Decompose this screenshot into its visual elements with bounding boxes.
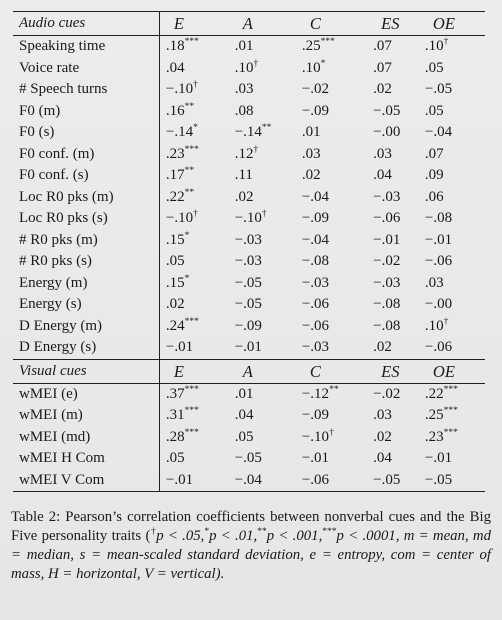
table-cell xyxy=(419,122,485,144)
correlation-table xyxy=(13,11,485,492)
table-cell xyxy=(296,187,367,209)
table-cell xyxy=(367,144,419,166)
cell-value: −.06 xyxy=(424,339,453,355)
row-label: F0 conf. (m) xyxy=(13,144,159,166)
row-label: # R0 pks (m) xyxy=(13,230,159,252)
cell-value: .15 xyxy=(165,274,185,291)
table-cell xyxy=(159,337,228,359)
caption-sup-1: † xyxy=(150,527,157,537)
cell-value: −.05 xyxy=(234,296,262,312)
cell-value: .10 xyxy=(301,59,321,76)
table-row xyxy=(13,58,485,80)
cell-value: .02 xyxy=(234,188,254,205)
cell-significance: * xyxy=(320,58,326,69)
table-cell xyxy=(419,187,485,209)
visual_header-col-3: ES xyxy=(367,359,419,383)
table-cell xyxy=(367,448,419,470)
cell-value: −.10 xyxy=(234,210,262,226)
row-label: D Energy (s) xyxy=(13,337,159,359)
table-cell xyxy=(296,273,367,295)
visual_header-col-0: E xyxy=(159,359,228,383)
table-cell xyxy=(159,470,228,492)
table-row xyxy=(13,79,485,101)
table-cell xyxy=(229,427,296,449)
cell-significance: *** xyxy=(184,384,199,395)
cell-value: −.08 xyxy=(373,296,401,312)
cell-value: .15 xyxy=(165,231,185,248)
cell-significance: † xyxy=(443,37,449,47)
cell-significance: *** xyxy=(184,144,199,155)
table-cell xyxy=(229,230,296,252)
table-cell xyxy=(367,36,419,58)
cell-significance: *** xyxy=(184,427,199,438)
table-cell xyxy=(296,251,367,273)
cell-value: −.08 xyxy=(424,210,453,226)
table-row xyxy=(13,122,485,144)
table-cell xyxy=(229,79,296,101)
cell-significance: * xyxy=(184,273,190,284)
table-cell xyxy=(419,316,485,338)
cell-value: .05 xyxy=(165,450,185,466)
table-cell xyxy=(419,337,485,359)
row-label: wMEI (m) xyxy=(13,405,159,427)
cell-value: .18 xyxy=(165,38,185,54)
table-cell xyxy=(296,294,367,316)
row-label: wMEI V Com xyxy=(13,470,159,492)
cell-significance: *** xyxy=(443,427,458,438)
table-cell xyxy=(367,58,419,80)
row-label: F0 (m) xyxy=(13,101,159,123)
table-cell xyxy=(296,144,367,166)
cell-value: .24 xyxy=(165,317,185,334)
table-cell xyxy=(419,165,485,187)
table-cell xyxy=(159,144,228,166)
table-cell xyxy=(229,470,296,492)
cell-value: .25 xyxy=(301,38,321,54)
cell-significance: ** xyxy=(261,123,272,133)
cell-value: −.05 xyxy=(424,81,453,97)
cell-value: −.01 xyxy=(424,450,453,466)
cell-value: −.08 xyxy=(301,253,330,269)
table-cell xyxy=(419,294,485,316)
cell-significance: † xyxy=(329,427,334,438)
table-cell xyxy=(419,208,485,230)
table-row xyxy=(13,470,485,492)
table-cell xyxy=(296,79,367,101)
table-cell xyxy=(419,427,485,449)
correlation-table-body xyxy=(13,12,485,492)
visual_header-col-4: OE xyxy=(419,359,485,383)
table-cell xyxy=(159,36,228,58)
audio_header-col-0: E xyxy=(159,12,228,36)
cell-value: .03 xyxy=(373,407,392,423)
cell-value: −.14 xyxy=(234,124,262,140)
cell-value: .02 xyxy=(373,339,392,355)
cell-value: .05 xyxy=(424,59,444,76)
cell-significance: ** xyxy=(184,187,195,198)
cell-value: .03 xyxy=(424,274,444,291)
cell-significance: *** xyxy=(320,37,335,47)
cell-significance: † xyxy=(261,209,267,219)
table-cell xyxy=(229,405,296,427)
cell-significance: † xyxy=(193,209,198,219)
cell-significance: *** xyxy=(184,37,199,47)
table-cell xyxy=(419,101,485,123)
cell-value: .05 xyxy=(424,102,444,119)
table-row xyxy=(13,165,485,187)
table-cell xyxy=(296,208,367,230)
cell-value: −.12 xyxy=(301,385,330,402)
cell-value: −.09 xyxy=(301,407,330,423)
cell-value: .05 xyxy=(165,253,185,269)
table-cell xyxy=(159,316,228,338)
cell-value: −.08 xyxy=(373,317,401,334)
table-cell xyxy=(159,165,228,187)
row-label: wMEI (md) xyxy=(13,427,159,449)
table-row xyxy=(13,448,485,470)
table-cell xyxy=(367,383,419,405)
table-row xyxy=(13,36,485,58)
cell-value: .37 xyxy=(165,385,185,402)
cell-significance: * xyxy=(184,230,190,241)
audio_header-col-3: ES xyxy=(367,12,419,36)
cell-value: −.10 xyxy=(165,210,194,226)
table-row xyxy=(13,337,485,359)
caption-sup-3: ** xyxy=(257,527,267,537)
audio_header-col-1: A xyxy=(229,12,296,36)
table-cell xyxy=(229,251,296,273)
cell-value: .08 xyxy=(234,102,254,119)
table-cell xyxy=(419,36,485,58)
cell-value: −.03 xyxy=(234,231,262,248)
row-label: Voice rate xyxy=(13,58,159,80)
audio_header-col-2: C xyxy=(296,12,367,36)
table-cell xyxy=(229,36,296,58)
row-label: F0 conf. (s) xyxy=(13,165,159,187)
audio_header-col-4: OE xyxy=(419,12,485,36)
cell-value: −.04 xyxy=(301,188,330,205)
cell-value: −.01 xyxy=(301,450,330,466)
table-cell xyxy=(229,294,296,316)
table-row xyxy=(13,251,485,273)
cell-value: −.05 xyxy=(424,471,453,488)
table-row xyxy=(13,427,485,449)
table-row xyxy=(13,273,485,295)
cell-value: .03 xyxy=(301,145,321,162)
cell-value: −.03 xyxy=(234,253,262,269)
audio_header-row xyxy=(13,12,485,36)
cell-value: −.10 xyxy=(301,428,330,445)
cell-value: −.04 xyxy=(234,471,262,488)
table-cell xyxy=(159,79,228,101)
visual_header-label: Visual cues xyxy=(13,359,159,383)
cell-value: .10 xyxy=(424,38,444,54)
caption-text-1: Table 2: Pearson’s correlation coefficients between nonverbal cues and the Big Five personality traits ( xyxy=(11,509,491,544)
caption-sup-2: * xyxy=(204,527,210,537)
cell-value: −.02 xyxy=(373,385,401,402)
table-caption xyxy=(11,508,491,584)
cell-value: −.04 xyxy=(301,231,330,248)
table-cell xyxy=(367,294,419,316)
cell-value: .05 xyxy=(234,428,254,445)
table-cell xyxy=(229,383,296,405)
table-cell xyxy=(229,101,296,123)
table-cell xyxy=(419,79,485,101)
cell-value: .10 xyxy=(234,59,254,76)
row-label: D Energy (m) xyxy=(13,316,159,338)
table-cell xyxy=(367,101,419,123)
table-cell xyxy=(296,36,367,58)
visual_header-col-2: C xyxy=(296,359,367,383)
table-cell xyxy=(367,187,419,209)
cell-value: .25 xyxy=(424,407,444,423)
table-cell xyxy=(229,273,296,295)
cell-significance: *** xyxy=(184,316,199,327)
table-cell xyxy=(367,79,419,101)
table-row xyxy=(13,316,485,338)
correlation-table-grid xyxy=(13,11,485,492)
table-cell xyxy=(229,187,296,209)
row-label: F0 (s) xyxy=(13,122,159,144)
table-cell xyxy=(296,383,367,405)
cell-significance: ** xyxy=(329,384,339,395)
cell-value: −.06 xyxy=(373,210,401,226)
cell-value: −.03 xyxy=(373,188,401,205)
table-cell xyxy=(367,165,419,187)
table-cell xyxy=(159,383,228,405)
cell-value: .01 xyxy=(234,38,254,54)
table-cell xyxy=(229,208,296,230)
table-cell xyxy=(367,316,419,338)
row-label: wMEI (e) xyxy=(13,383,159,405)
cell-value: .01 xyxy=(301,124,321,140)
table-cell xyxy=(159,122,228,144)
cell-value: −.05 xyxy=(373,102,401,119)
table-row xyxy=(13,144,485,166)
cell-value: .22 xyxy=(424,385,444,402)
table-row xyxy=(13,208,485,230)
table-cell xyxy=(159,273,228,295)
cell-value: .09 xyxy=(424,167,444,183)
cell-value: .02 xyxy=(165,296,185,312)
table-cell xyxy=(296,405,367,427)
visual_header-col-1: A xyxy=(229,359,296,383)
cell-value: .17 xyxy=(165,167,185,183)
table-row xyxy=(13,230,485,252)
cell-value: −.02 xyxy=(301,81,330,97)
row-label: Speaking time xyxy=(13,36,159,58)
table-cell xyxy=(159,187,228,209)
table-cell xyxy=(229,122,296,144)
table-cell xyxy=(367,405,419,427)
table-cell xyxy=(296,58,367,80)
table-cell xyxy=(229,144,296,166)
table-cell xyxy=(367,230,419,252)
cell-value: −.09 xyxy=(301,102,330,119)
cell-significance: ** xyxy=(184,101,195,112)
table-cell xyxy=(159,448,228,470)
cell-value: .02 xyxy=(373,428,392,445)
cell-value: .11 xyxy=(234,167,253,183)
cell-value: .06 xyxy=(424,188,444,205)
table-cell xyxy=(419,251,485,273)
table-cell xyxy=(296,230,367,252)
cell-value: −.01 xyxy=(165,471,194,488)
table-cell xyxy=(229,448,296,470)
table-cell xyxy=(159,208,228,230)
cell-value: −.06 xyxy=(301,471,330,488)
row-label: Energy (m) xyxy=(13,273,159,295)
cell-value: .07 xyxy=(373,59,392,76)
caption-sup-4: *** xyxy=(322,527,337,537)
table-cell xyxy=(159,101,228,123)
cell-value: .07 xyxy=(373,38,392,54)
caption-text-2: p < .05, xyxy=(156,528,205,544)
table-cell xyxy=(296,101,367,123)
table-cell xyxy=(296,427,367,449)
table-cell xyxy=(159,251,228,273)
cell-value: −.01 xyxy=(373,231,401,248)
cell-value: −.14 xyxy=(165,124,194,140)
table-cell xyxy=(229,337,296,359)
table-row xyxy=(13,101,485,123)
table-cell xyxy=(159,405,228,427)
row-label: Loc R0 pks (s) xyxy=(13,208,159,230)
table-cell xyxy=(159,294,228,316)
cell-value: −.09 xyxy=(301,210,330,226)
cell-significance: † xyxy=(443,316,449,327)
table-cell xyxy=(159,58,228,80)
cell-value: .16 xyxy=(165,102,185,119)
cell-value: .07 xyxy=(424,145,444,162)
cell-value: −.06 xyxy=(301,296,330,312)
row-label: # Speech turns xyxy=(13,79,159,101)
visual_header-row xyxy=(13,359,485,383)
cell-value: −.05 xyxy=(234,274,262,291)
cell-value: .28 xyxy=(165,428,185,445)
table-cell xyxy=(159,230,228,252)
cell-value: −.04 xyxy=(424,124,453,140)
table-cell xyxy=(296,448,367,470)
cell-value: −.03 xyxy=(373,274,401,291)
cell-value: −.10 xyxy=(165,81,194,97)
cell-value: .23 xyxy=(424,428,444,445)
cell-value: −.01 xyxy=(234,339,262,355)
cell-significance: † xyxy=(193,80,198,90)
cell-value: .01 xyxy=(234,385,254,402)
cell-value: −.03 xyxy=(301,274,330,291)
table-cell xyxy=(419,273,485,295)
table-cell xyxy=(229,58,296,80)
table-cell xyxy=(367,122,419,144)
row-label: Loc R0 pks (m) xyxy=(13,187,159,209)
cell-value: −.00 xyxy=(424,296,453,312)
table-cell xyxy=(367,470,419,492)
cell-significance: *** xyxy=(443,406,458,416)
table-row xyxy=(13,383,485,405)
cell-value: .10 xyxy=(424,317,444,334)
row-label: wMEI H Com xyxy=(13,448,159,470)
cell-value: .04 xyxy=(373,450,392,466)
table-cell xyxy=(367,273,419,295)
table-cell xyxy=(296,122,367,144)
table-cell xyxy=(229,316,296,338)
cell-value: −.05 xyxy=(234,450,262,466)
cell-value: −.00 xyxy=(373,124,401,140)
cell-significance: † xyxy=(253,144,259,155)
cell-value: .04 xyxy=(165,59,185,76)
table-cell xyxy=(367,208,419,230)
cell-value: −.06 xyxy=(301,317,330,334)
cell-value: −.05 xyxy=(373,471,401,488)
cell-value: −.03 xyxy=(301,339,330,355)
cell-value: .12 xyxy=(234,145,254,162)
cell-significance: † xyxy=(253,58,259,69)
table-cell xyxy=(419,405,485,427)
cell-significance: ** xyxy=(184,166,195,176)
cell-value: .02 xyxy=(373,81,392,97)
cell-value: .03 xyxy=(234,81,254,97)
table-cell xyxy=(296,470,367,492)
cell-value: −.02 xyxy=(373,253,401,269)
table-cell xyxy=(296,337,367,359)
cell-value: .22 xyxy=(165,188,185,205)
table-cell xyxy=(419,470,485,492)
table-row xyxy=(13,294,485,316)
caption-text-5: p < .0001, m = mean, md = median, s = mean-scaled standard deviation, e = entropy, com = center of mass, H = horizontal, V = vertical). xyxy=(11,528,492,582)
table-cell xyxy=(367,427,419,449)
row-label: Energy (s) xyxy=(13,294,159,316)
table-row xyxy=(13,187,485,209)
cell-value: .04 xyxy=(234,407,254,423)
table-cell xyxy=(296,165,367,187)
table-cell xyxy=(419,383,485,405)
row-label: # R0 pks (s) xyxy=(13,251,159,273)
cell-significance: *** xyxy=(443,384,458,395)
cell-value: −.01 xyxy=(424,231,453,248)
table-cell xyxy=(367,251,419,273)
table-cell xyxy=(419,448,485,470)
cell-value: .03 xyxy=(373,145,392,162)
audio_header-label: Audio cues xyxy=(13,12,159,36)
table-cell xyxy=(419,144,485,166)
cell-value: .31 xyxy=(165,407,185,423)
table-cell xyxy=(229,165,296,187)
table-row xyxy=(13,405,485,427)
table-cell xyxy=(419,58,485,80)
table-cell xyxy=(419,230,485,252)
table-cell xyxy=(296,316,367,338)
cell-significance: * xyxy=(193,123,198,133)
caption-text-3: p < .01, xyxy=(209,528,258,544)
caption-text-4: p < .001, xyxy=(266,528,323,544)
cell-significance: *** xyxy=(184,406,199,416)
cell-value: .04 xyxy=(373,167,392,183)
table-cell xyxy=(159,427,228,449)
table-cell xyxy=(367,337,419,359)
cell-value: −.01 xyxy=(165,339,194,355)
cell-value: −.06 xyxy=(424,253,453,269)
cell-value: −.09 xyxy=(234,317,262,334)
cell-value: .02 xyxy=(301,167,321,183)
cell-value: .23 xyxy=(165,145,185,162)
